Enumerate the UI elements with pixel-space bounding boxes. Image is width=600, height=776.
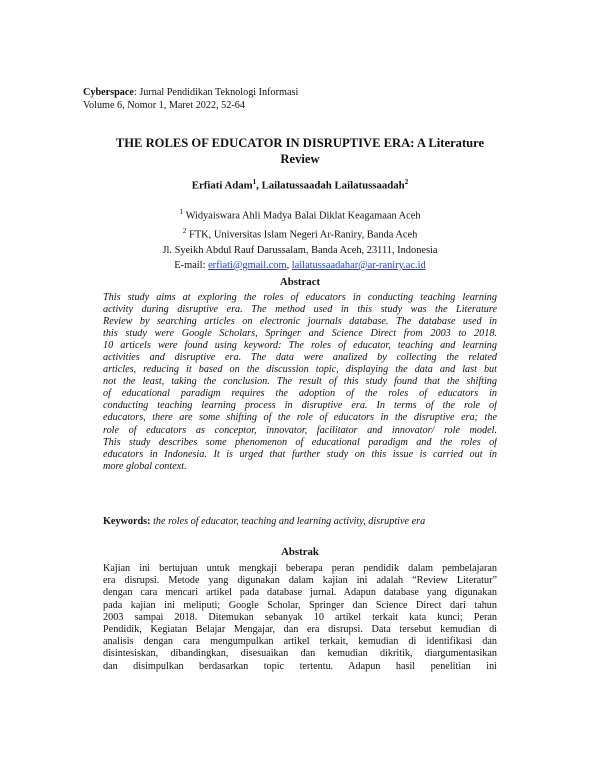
journal-name: Cyberspace [83,87,134,98]
affiliation-2-mark: 2 [182,226,187,236]
abstract-line: This study describes some phenomenon of educational paradigm and the roles of [103,436,497,448]
abstract-line: This study aims at exploring the roles of educators in conducting teaching learning [103,292,497,303]
journal-title-line [83,86,298,99]
email-label: E-mail: [174,259,209,271]
affiliation-2-text: FTK, Universitas Islam Negeri Ar-Raniry, Banda Aceh [186,229,418,241]
abstract-line: this study were Google Scholars, Springer and Science Direct from 2003 to 2018. [103,328,497,340]
email-link-1[interactable]: erfiati@gmail.com [208,259,287,271]
keywords-value: the roles of educator, teaching and learning activity, disruptive era [150,516,426,527]
abstract-line: activity during disruptive era. The method used in this study was the Literature [103,304,497,316]
paper-title [90,135,510,167]
keywords-label: Keywords: [103,516,151,527]
abstrak-line: dan disimpulkan berdasarkan topic tertentu. Adapun hasil penelitian ini [103,660,497,672]
abstrak-line: Pendidik, Kegiatan Belajar Mengajar, dan era disrupsi. Data tersebut kemudian di [103,623,497,635]
abstrak-heading: Abstrak [281,546,319,558]
abstract-line: more global context. [103,460,187,472]
affiliation-address: Jl. Syeikh Abdul Rauf Darussalam, Banda Aceh, 23111, Indonesia [162,244,438,256]
abstract-line: not the least, taking the conclusion. The result of this study found that the shifting [103,376,497,388]
abstract-line: educators in Indonesia. It is urged that further study on this issue is carried out in [103,448,497,460]
paper-title-line-1: THE ROLES OF EDUCATOR IN DISRUPTIVE ERA: A Literature [115,136,485,150]
journal-header [83,86,298,112]
email-line [0,258,600,273]
abstract-line: role of educators as conceptor, innovator, facilitator and innovator/ role model. [103,424,497,436]
author-2-affil-mark: 2 [404,178,409,186]
abstrak-line: era disrupsi. Metode yang digunakan dalam kajian ini adalah “Review Literatur” [103,575,497,587]
author-separator: , [256,179,262,192]
abstract-line: articles, reducing it based on the discussion topic, displaying the data and last but [103,364,497,376]
abstract-indonesian [103,563,497,673]
affiliations [0,204,600,273]
abstract-line: of educational paradigm requires the adoption of the roles of educators in [103,388,497,400]
abstrak-line: 2003 sampai 2018. Ditemukan sebanyak 10 artikel terkait kata kunci; Peran [103,611,497,623]
abstract-line: conducting teaching learning process in disruptive era. In terms of the role of [103,400,497,412]
abstrak-line: dengan cara mencari artikel pada database jurnal. Adapun database yang digunakan [103,587,497,599]
email-separator: , [286,259,292,271]
affiliation-1 [0,204,600,223]
journal-subtitle: : Jurnal Pendidikan Teknologi Informasi [133,87,299,98]
email-link-2[interactable]: lailatussaadahar@ar-raniry.ac.id [291,259,426,271]
paper-title-line-2: Review [280,152,320,166]
abstract-english [103,292,497,473]
abstract-line: activities and disruptive era. The data were analized by collecting the related [103,352,497,364]
abstract-line: educators, there are some shifting of the role of educators in the disruptive era; the [103,412,497,424]
affiliation-1-text: Widyaiswara Ahli Madya Balai Diklat Keagamaan Aceh [183,210,421,222]
author-list [0,178,600,192]
abstrak-line: Kajian ini bertujuan untuk mengkaji beberapa peran pendidik dalam pembelajaran [103,563,497,574]
author-2: Lailatussaadah Lailatussaadah [261,179,405,192]
author-1: Erfiati Adam [191,179,253,192]
abstract-line: Review by searching articles on electronic journals database. The database used in [103,316,497,328]
abstrak-line: pada kajian ini meliputi; Google Scholar, Springer dan Science Direct dari tahun [103,599,497,611]
journal-volume: Volume 6, Nomor 1, Maret 2022, 52-64 [83,100,245,111]
keywords-line [103,516,425,527]
abstract-heading: Abstract [279,276,321,288]
abstrak-line: disintesiskan, dibandingkan, disesuaikan dan kemudian dikritik, diargumentasikan [103,648,497,660]
affiliation-1-mark: 1 [179,207,184,216]
author-1-affil-mark: 1 [252,178,257,186]
affiliation-2 [0,223,600,242]
abstrak-line: analisis dengan cara mengumpulkan artikel terkait, kemudian di identifikasi dan [103,636,497,648]
abstract-line: 10 articels were found using keyword: The roles of educator, teaching and learning [103,340,497,352]
